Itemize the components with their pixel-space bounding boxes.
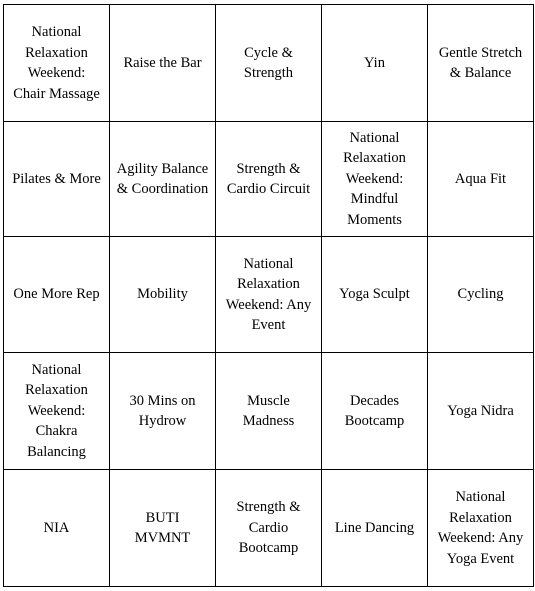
grid-cell: Agility Balance & Coordination — [110, 122, 216, 237]
grid-row-4 — [4, 353, 534, 470]
grid-cell: National Relaxation Weekend: Any Event — [216, 237, 322, 353]
grid-row-5 — [4, 470, 534, 587]
grid-cell: 30 Mins on Hydrow — [110, 353, 216, 470]
grid-row-3 — [4, 237, 534, 353]
grid-cell: National Relaxation Weekend: Chakra Balancing — [4, 353, 110, 470]
class-schedule-body — [4, 5, 534, 587]
grid-cell: Yoga Nidra — [428, 353, 534, 470]
grid-cell: National Relaxation Weekend: Chair Massage — [4, 5, 110, 122]
grid-cell: Cycle & Strength — [216, 5, 322, 122]
grid-cell: Mobility — [110, 237, 216, 353]
grid-cell: One More Rep — [4, 237, 110, 353]
grid-cell: Strength & Cardio Bootcamp — [216, 470, 322, 587]
class-schedule-grid — [3, 4, 534, 587]
grid-cell: National Relaxation Weekend: Any Yoga Event — [428, 470, 534, 587]
grid-cell: National Relaxation Weekend: Mindful Moments — [322, 122, 428, 237]
grid-cell: BUTI MVMNT — [110, 470, 216, 587]
grid-cell: Yoga Sculpt — [322, 237, 428, 353]
grid-cell: Gentle Stretch & Balance — [428, 5, 534, 122]
grid-cell: Pilates & More — [4, 122, 110, 237]
grid-cell: Yin — [322, 5, 428, 122]
grid-cell: Strength & Cardio Circuit — [216, 122, 322, 237]
grid-cell: Raise the Bar — [110, 5, 216, 122]
grid-row-1 — [4, 5, 534, 122]
grid-cell: NIA — [4, 470, 110, 587]
grid-cell: Muscle Madness — [216, 353, 322, 470]
grid-cell: Line Dancing — [322, 470, 428, 587]
grid-cell: Decades Bootcamp — [322, 353, 428, 470]
grid-cell: Aqua Fit — [428, 122, 534, 237]
grid-row-2 — [4, 122, 534, 237]
grid-cell: Cycling — [428, 237, 534, 353]
